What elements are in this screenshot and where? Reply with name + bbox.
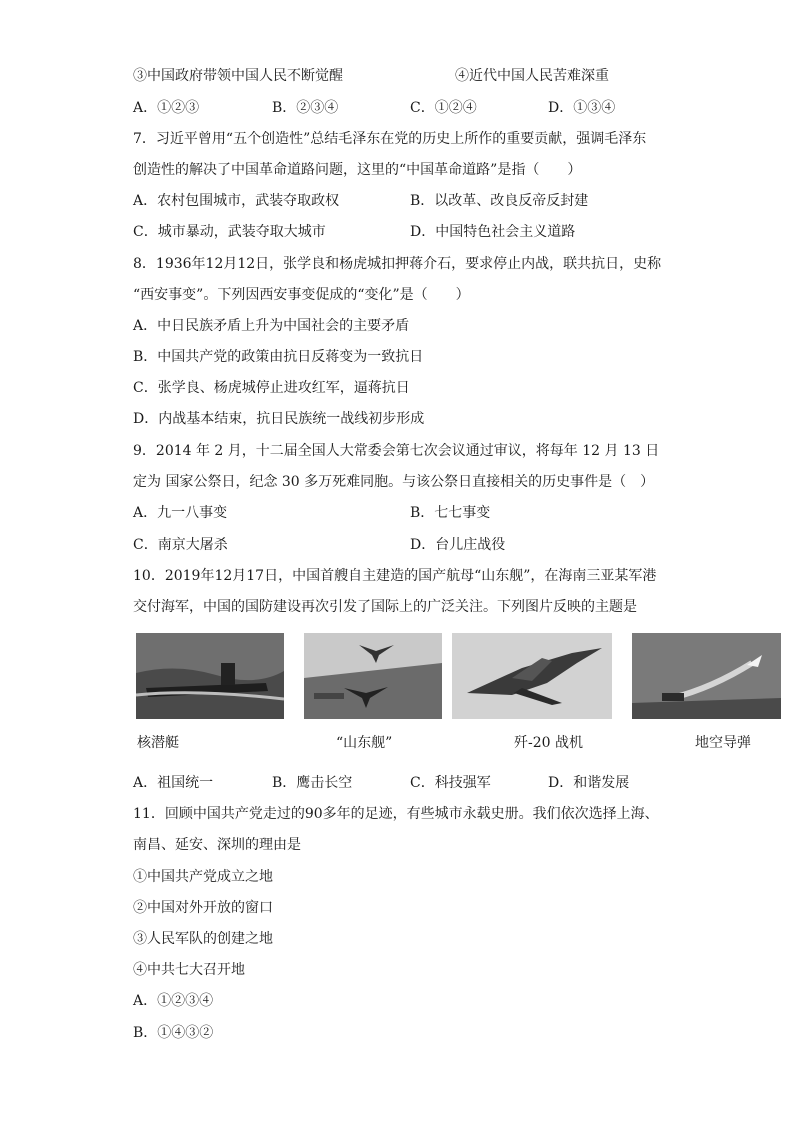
q9-stem-line-1: 9．2014 年 2 月，十二届全国人大常委会第七次会议通过审议，将每年 12 月 13 日 <box>133 443 660 459</box>
q6-item-3: ③中国政府带领中国人民不断觉醒 <box>133 68 343 84</box>
q11-option-b: B．①④③② <box>133 1025 214 1041</box>
q8-option-a: A．中日民族矛盾上升为中国社会的主要矛盾 <box>133 318 410 334</box>
submarine-photo <box>136 633 284 719</box>
q10-option-b: B．鹰击长空 <box>272 775 353 791</box>
q10-stem-line-1: 10．2019年12月17日，中国首艘自主建造的国产航母“山东舰”，在海南三亚某军港 <box>133 568 657 584</box>
q10-option-a: A．祖国统一 <box>133 775 214 791</box>
q11-item-1: ①中国共产党成立之地 <box>133 869 273 885</box>
q7-option-c: C．城市暴动，武装夺取大城市 <box>133 224 326 240</box>
q8-stem-line-1: 8．1936年12月12日，张学良和杨虎城扣押蒋介石，要求停止内战，联共抗日，史称 <box>133 256 662 272</box>
q8-option-b: B．中国共产党的政策由抗日反蒋变为一致抗日 <box>133 349 424 365</box>
carrier-photo <box>304 633 442 719</box>
q6-item-4: ④近代中国人民苦难深重 <box>455 68 609 84</box>
q7-option-d: D．中国特色社会主义道路 <box>410 224 576 240</box>
q8-option-d: D．内战基本结束，抗日民族统一战线初步形成 <box>133 411 425 427</box>
q10-option-d: D．和谐发展 <box>548 775 630 791</box>
caption-missile: 地空导弹 <box>695 735 751 751</box>
q7-option-a: A．农村包围城市，武装夺取政权 <box>133 193 340 209</box>
q7-stem-line-2: 创造性的解决了中国革命道路问题，这里的“中国革命道路”是指（ ） <box>133 162 582 178</box>
q11-option-a: A．①②③④ <box>133 993 214 1009</box>
q7-stem-line-1: 7．习近平曾用“五个创造性”总结毛泽东在党的历史上所作的重要贡献，强调毛泽东 <box>133 131 647 147</box>
j20-photo <box>452 633 612 719</box>
q9-option-c: C．南京大屠杀 <box>133 537 228 553</box>
q9-option-b: B．七七事变 <box>410 505 491 521</box>
q8-stem-line-2: “西安事变”。下列因西安事变促成的“变化”是（ ） <box>133 287 470 303</box>
q11-item-3: ③人民军队的创建之地 <box>133 931 273 947</box>
q11-stem-line-1: 11．回顾中国共产党走过的90多年的足迹，有些城市永载史册。我们依次选择上海、 <box>133 806 659 822</box>
q9-stem-line-2: 定为 国家公祭日，纪念 30 多万死难同胞。与该公祭日直接相关的历史事件是（ ） <box>133 474 655 490</box>
q11-item-2: ②中国对外开放的窗口 <box>133 900 273 916</box>
q9-option-d: D．台儿庄战役 <box>410 537 506 553</box>
caption-submarine: 核潜艇 <box>137 735 179 751</box>
q10-option-c: C．科技强军 <box>410 775 491 791</box>
q9-option-a: A．九一八事变 <box>133 505 228 521</box>
caption-shandong: “山东舰” <box>336 735 393 751</box>
q11-stem-line-2: 南昌、延安、深圳的理由是 <box>133 837 301 853</box>
missile-photo <box>632 633 781 719</box>
q6-option-c: C．①②④ <box>410 100 477 116</box>
q11-item-4: ④中共七大召开地 <box>133 962 245 978</box>
q8-option-c: C．张学良、杨虎城停止进攻红军，逼蒋抗日 <box>133 380 410 396</box>
q6-option-a: A．①②③ <box>133 100 200 116</box>
q7-option-b: B．以改革、改良反帝反封建 <box>410 193 589 209</box>
q6-option-d: D．①③④ <box>548 100 616 116</box>
caption-j20: 歼-20 战机 <box>514 735 583 751</box>
q6-option-b: B．②③④ <box>272 100 339 116</box>
q10-stem-line-2: 交付海军，中国的国防建设再次引发了国际上的广泛关注。下列图片反映的主题是 <box>133 599 637 615</box>
